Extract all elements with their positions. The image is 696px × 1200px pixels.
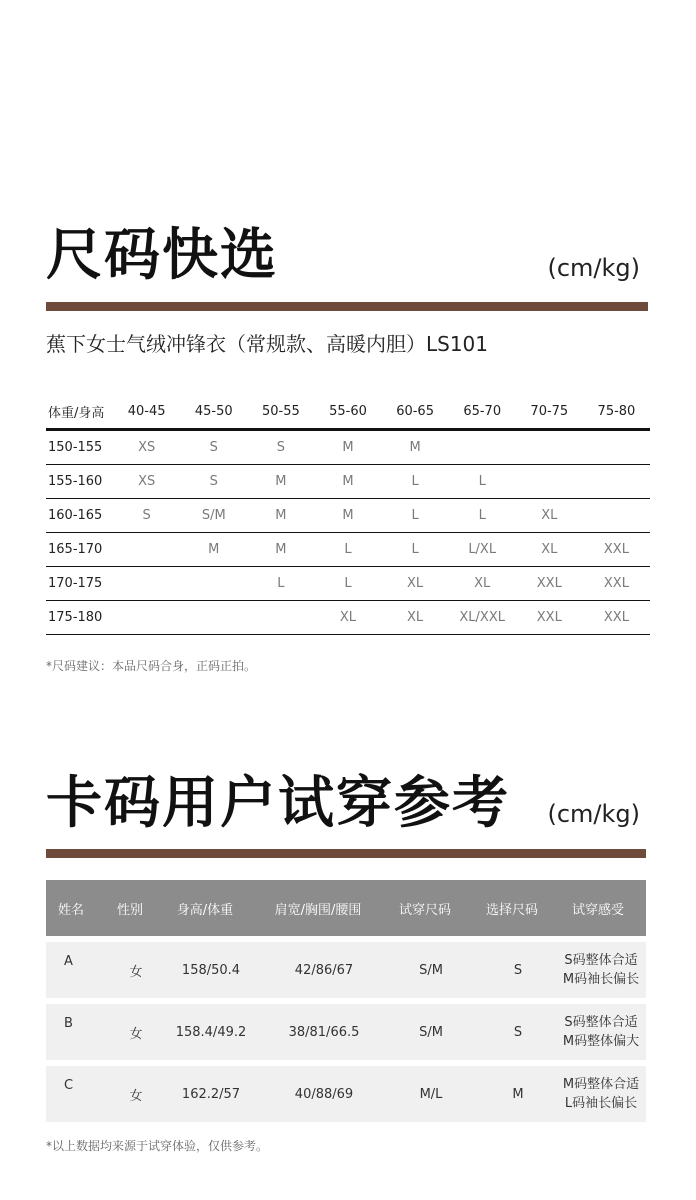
size-cell: M — [314, 465, 381, 499]
column-header-name: 姓名 — [58, 902, 85, 918]
size-cell — [113, 567, 180, 601]
size-cell: XL — [516, 533, 583, 567]
size-cell: L — [382, 499, 449, 533]
size-cell: L — [449, 499, 516, 533]
size-cell: M — [314, 499, 381, 533]
table-row — [46, 1004, 646, 1060]
feedback-line: M码整体偏大 — [562, 1034, 640, 1049]
size-chart-table — [46, 394, 650, 635]
size-cell: XL — [382, 601, 449, 635]
size-cell — [180, 567, 247, 601]
user-feedback — [556, 1075, 646, 1113]
size-chart-header-row — [46, 394, 650, 430]
size-cell: XS — [113, 430, 180, 465]
size-cell — [516, 465, 583, 499]
user-height-weight: 158/50.4 — [181, 962, 241, 978]
height-cell: 165-170 — [46, 533, 113, 567]
table-row — [46, 567, 650, 601]
height-cell: 170-175 — [46, 567, 113, 601]
height-cell: 150-155 — [46, 430, 113, 465]
size-guide-unit: (cm/kg) — [547, 254, 640, 282]
size-cell: L — [247, 567, 314, 601]
size-cell: S — [180, 430, 247, 465]
user-tried-size: S/M — [419, 962, 443, 978]
user-chosen-size: M — [512, 1086, 524, 1102]
size-cell: M — [382, 430, 449, 465]
column-header-tried-size: 试穿尺码 — [398, 902, 451, 918]
size-cell: L — [314, 567, 381, 601]
table-row — [46, 465, 650, 499]
weight-column-header: 60-65 — [382, 394, 449, 430]
size-cell: S — [247, 430, 314, 465]
data-source-note: *以上数据均来源于试穿体验，仅供参考。 — [46, 1139, 269, 1153]
weight-column-header: 45-50 — [180, 394, 247, 430]
size-cell — [113, 533, 180, 567]
height-cell: 175-180 — [46, 601, 113, 635]
size-cell: M — [247, 465, 314, 499]
size-cell: XXL — [583, 533, 650, 567]
size-cell — [583, 465, 650, 499]
size-cell: M — [247, 499, 314, 533]
user-name: B — [64, 1016, 73, 1031]
size-cell — [516, 430, 583, 465]
size-cell: L/XL — [449, 533, 516, 567]
user-measurements: 42/86/67 — [294, 962, 354, 978]
size-cell: M — [180, 533, 247, 567]
size-cell: XXL — [516, 601, 583, 635]
size-cell: XL — [314, 601, 381, 635]
size-cell — [113, 601, 180, 635]
weight-column-header: 70-75 — [516, 394, 583, 430]
size-cell: L — [382, 533, 449, 567]
size-cell: M — [247, 533, 314, 567]
size-cell: XL/XXL — [449, 601, 516, 635]
tryon-header-row — [46, 880, 646, 936]
size-cell: S — [113, 499, 180, 533]
feedback-line: M码袖长偏长 — [562, 972, 640, 987]
user-gender: 女 — [129, 1026, 143, 1042]
user-chosen-size: S — [513, 1024, 523, 1040]
user-tried-size: S/M — [419, 1024, 443, 1040]
table-row — [46, 1066, 646, 1122]
size-cell: L — [314, 533, 381, 567]
user-feedback — [556, 951, 646, 989]
user-measurements: 40/88/69 — [294, 1086, 354, 1102]
product-name: 蕉下女士气绒冲锋衣（常规款、高暖内胆）LS101 — [46, 332, 489, 356]
feedback-line: L码袖长偏长 — [564, 1096, 638, 1111]
weight-column-header: 55-60 — [314, 394, 381, 430]
user-gender: 女 — [129, 1088, 143, 1104]
column-header-measurements: 肩宽/胸围/腰围 — [274, 902, 362, 918]
column-header-height-weight: 身高/体重 — [176, 902, 234, 918]
column-header-gender: 性别 — [116, 902, 143, 918]
size-cell: S/M — [180, 499, 247, 533]
table-row — [46, 942, 646, 998]
table-row — [46, 533, 650, 567]
user-height-weight: 158.4/49.2 — [175, 1024, 247, 1040]
size-cell: S — [180, 465, 247, 499]
user-height-weight: 162.2/57 — [181, 1086, 241, 1102]
user-measurements: 38/81/66.5 — [288, 1024, 360, 1040]
weight-column-header: 75-80 — [583, 394, 650, 430]
weight-column-header: 65-70 — [449, 394, 516, 430]
table-row — [46, 430, 650, 465]
size-cell: XL — [516, 499, 583, 533]
size-cell — [449, 430, 516, 465]
table-row — [46, 601, 650, 635]
size-advice-note: *尺码建议：本品尺码合身，正码正拍。 — [46, 659, 257, 673]
size-cell: L — [449, 465, 516, 499]
user-name: C — [64, 1078, 74, 1093]
size-guide-title: 尺码快选 — [46, 223, 278, 288]
size-cell: L — [382, 465, 449, 499]
size-cell — [180, 601, 247, 635]
user-gender: 女 — [129, 964, 143, 980]
size-cell: XS — [113, 465, 180, 499]
feedback-line: S码整体合适 — [564, 1015, 638, 1030]
column-header-chosen-size: 选择尺码 — [485, 902, 538, 918]
size-cell: XL — [382, 567, 449, 601]
size-cell: XXL — [516, 567, 583, 601]
height-cell: 160-165 — [46, 499, 113, 533]
tryon-table — [46, 880, 646, 1122]
size-cell — [247, 601, 314, 635]
column-header-feedback: 试穿感受 — [571, 902, 624, 918]
table-row — [46, 499, 650, 533]
weight-height-label: 体重/身高 — [46, 394, 113, 430]
weight-column-header: 40-45 — [113, 394, 180, 430]
size-cell: XXL — [583, 601, 650, 635]
user-feedback — [556, 1013, 646, 1051]
size-cell: XXL — [583, 567, 650, 601]
size-cell — [583, 430, 650, 465]
tryon-reference-divider — [46, 849, 646, 858]
size-cell: M — [314, 430, 381, 465]
user-name: A — [64, 954, 73, 969]
size-guide-divider — [46, 302, 648, 311]
tryon-reference-title: 卡码用户试穿参考 — [46, 771, 510, 836]
feedback-line: S码整体合适 — [564, 953, 638, 968]
user-chosen-size: S — [513, 962, 523, 978]
height-cell: 155-160 — [46, 465, 113, 499]
size-cell — [583, 499, 650, 533]
feedback-line: M码整体合适 — [562, 1077, 640, 1092]
size-cell: XL — [449, 567, 516, 601]
user-tried-size: M/L — [419, 1086, 443, 1102]
weight-column-header: 50-55 — [247, 394, 314, 430]
tryon-reference-unit: (cm/kg) — [547, 800, 640, 828]
